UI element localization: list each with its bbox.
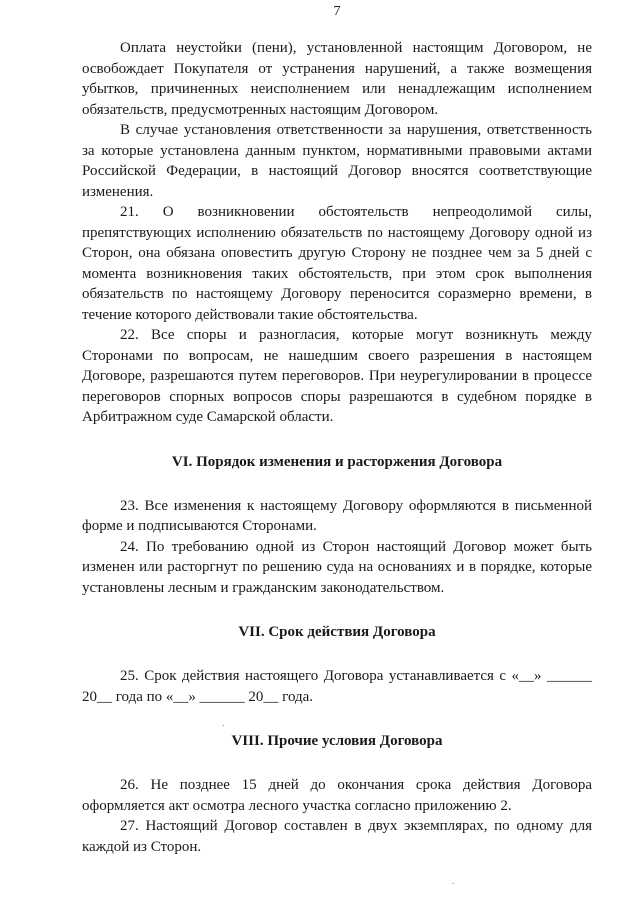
- paragraph-27-copies: 27. Настоящий Договор составлен в двух экземплярах, по одному для каждой из Сторон.: [82, 818, 592, 855]
- section-7-heading: VII. Срок действия Договора: [238, 624, 436, 640]
- page-number: 7: [333, 4, 341, 19]
- paragraph-23-changes: 23. Все изменения к настоящему Договору оформляются в письменной форме и подписываются Сторонами.: [82, 497, 592, 534]
- paragraph-22-disputes: 22. Все споры и разногласия, которые могут возникнуть между Сторонами по вопросам, не нашедшим своего разрешения в настоящем Договоре, разрешаются путем переговоров. При неурегулировании в процессе переговоров спорных вопросов споры разрешаются в судебном порядке в Арбитражном суде Самарской области.: [82, 327, 592, 425]
- paragraph-penalty: Оплата неустойки (пени), установленной настоящим Договором, не освобождает Покупателя от устранения нарушений, а также возмещения убытков, причиненных неисполнением или ненадлежащим исполнением обязательств, предусмотренных настоящим Договором.: [82, 40, 592, 118]
- scan-speck: .: [452, 876, 455, 887]
- section-8-heading: VIII. Прочие условия Договора: [231, 733, 443, 749]
- paragraph-24-termination: 24. По требованию одной из Сторон настоящий Договор может быть изменен или расторгнут по решению суда на основаниях и в порядке, которые установлены лесным и гражданским законодательством.: [82, 538, 592, 596]
- paragraph-25-term: 25. Срок действия настоящего Договора устанавливается с «__» ______ 20__ года по «__» ______ 20__ года.: [82, 668, 592, 705]
- document-body: [82, 38, 592, 857]
- paragraph-26-inspection: 26. Не позднее 15 дней до окончания срока действия Договора оформляется акт осмотра лесного участка согласно приложению 2.: [82, 777, 592, 814]
- paragraph-liability: В случае установления ответственности за нарушения, ответственность за которые установлена данным пунктом, нормативными правовыми актами Российской Федерации, в настоящий Договор вносятся соответствующие изменения.: [82, 122, 592, 200]
- paragraph-21-force-majeure: 21. О возникновении обстоятельств непреодолимой силы, препятствующих исполнению обязательств по настоящему Договору одной из Сторон, она обязана оповестить другую Сторону не позднее чем за 5 дней с момента возникновения таких обстоятельств, при этом срок выполнения обязательств по настоящему Договору переносится соразмерно времени, в течение которого действовали такие обстоятельства.: [82, 204, 592, 323]
- section-6-heading: VI. Порядок изменения и расторжения Договора: [171, 453, 503, 470]
- scan-speck: .: [222, 718, 225, 729]
